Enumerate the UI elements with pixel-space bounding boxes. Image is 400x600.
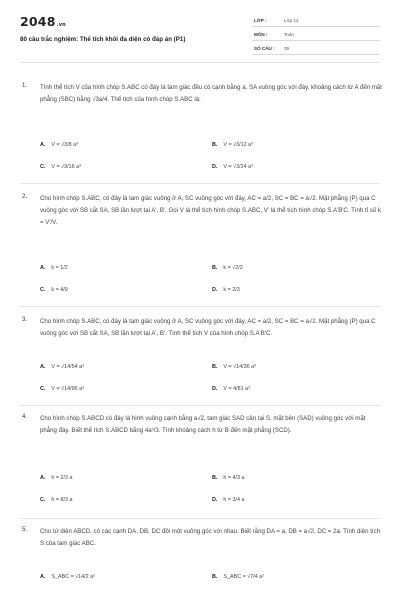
meta-label: LỚP : xyxy=(254,18,267,23)
option-b[interactable] xyxy=(212,475,245,481)
meta-value: 39 xyxy=(284,46,290,51)
question-number: 3. xyxy=(22,316,28,323)
meta-label: SỐ CÂU : xyxy=(254,46,275,51)
option-c[interactable] xyxy=(40,287,68,293)
option-c[interactable] xyxy=(40,497,73,503)
question-divider xyxy=(20,405,380,406)
question-text: Cho hình chóp S.ABCD có đáy là hình vuông cạnh bằng a√2, tam giác SAD cân tại S, mặt bên (SAD) vuông góc với mặt phẳng đáy. Biết thể tích S.ABCD bằng 4a³/3. Tính khoảng cách h từ B đến mặt phẳng (SCD). xyxy=(40,415,366,434)
option-a[interactable] xyxy=(40,364,84,370)
option-a[interactable] xyxy=(40,574,95,580)
option-text: V = √14/36 a³ xyxy=(223,364,256,370)
logo-domain: .vn xyxy=(56,22,66,28)
document-title: 80 câu trắc nghiệm: Thể tích khối đa diện có đáp án (P1) xyxy=(20,36,186,43)
option-letter: B. xyxy=(212,475,218,481)
option-a[interactable] xyxy=(40,475,73,481)
option-text: V = 4/81 a³ xyxy=(223,386,250,392)
option-text: h = 4/3 a xyxy=(223,475,245,481)
option-c[interactable] xyxy=(40,164,81,170)
option-text: V = √3/16 a³ xyxy=(51,164,81,170)
option-text: V = √14/96 a³ xyxy=(51,386,84,392)
option-letter: A. xyxy=(40,364,46,370)
option-letter: C. xyxy=(40,164,46,170)
option-text: V = √3/24 a³ xyxy=(223,164,253,170)
meta-label: MÔN : xyxy=(254,32,268,37)
option-text: S_ABC = √7/4 a² xyxy=(223,574,264,580)
option-text: S_ABC = √14/2 a² xyxy=(51,574,95,580)
option-letter: B. xyxy=(212,265,218,271)
header-divider xyxy=(20,62,380,63)
question-number: 5. xyxy=(22,526,28,533)
option-text: h = 3/4 a xyxy=(223,497,245,503)
question-text: Cho hình chóp S.ABC, có đáy là tam giác vuông ở A, SC vuông góc với đáy, AC = a/2, SC = BC = a√2. Mặt phẳng (P) qua C vuông góc với SB cắt SA, SB lần lượt tại A', B'. Gọi V là thể tích hình chóp S.ABC, V' là thể tích hình chóp S.A'B'C. Tính tỉ số k = V'/V. xyxy=(40,195,381,226)
option-text: k = 1/2 xyxy=(51,265,68,271)
question-text: Cho hình chóp S.ABC, có đáy là tam giác vuông ở A, SC vuông góc với đáy, AC = a/2, SC = BC = a√2. Mặt phẳng (P) qua C vuông góc với SB cắt SA, SB lần lượt tại A', B'. Tính thể tích V của hình chóp S.A'B'C. xyxy=(40,318,376,337)
question-number: 2. xyxy=(22,193,28,200)
question-divider xyxy=(20,518,380,519)
option-letter: B. xyxy=(212,574,218,580)
option-d[interactable] xyxy=(212,164,253,170)
option-letter: D. xyxy=(212,497,218,503)
option-letter: A. xyxy=(40,142,46,148)
meta-row-class xyxy=(252,17,380,27)
option-d[interactable] xyxy=(212,497,245,503)
option-a[interactable] xyxy=(40,142,78,148)
meta-row-subject xyxy=(252,31,380,41)
question-divider xyxy=(20,183,380,184)
question-number: 4. xyxy=(22,413,28,420)
option-letter: A. xyxy=(40,574,46,580)
question-text: Tính thể tích V của hình chóp S.ABC có đáy là tam giác đều có cạnh bằng a, SA vuông góc với đáy, khoảng cách từ A đến mặt phẳng (SBC) bằng √3a/4. Thể tích của hình chóp S.ABC là: xyxy=(40,84,382,103)
option-letter: A. xyxy=(40,475,46,481)
option-c[interactable] xyxy=(40,386,84,392)
option-b[interactable] xyxy=(212,574,264,580)
option-letter: D. xyxy=(212,164,218,170)
option-letter: C. xyxy=(40,497,46,503)
option-letter: B. xyxy=(212,142,218,148)
logo-text: 2048 xyxy=(20,14,56,29)
question-divider xyxy=(20,306,380,307)
option-b[interactable] xyxy=(212,142,253,148)
option-text: V = √3/8 a³ xyxy=(51,142,78,148)
option-text: V = √3/12 a³ xyxy=(223,142,253,148)
option-letter: C. xyxy=(40,287,46,293)
option-text: h = 2/3 a xyxy=(51,475,73,481)
question-text: Cho tứ diện ABCD, có các cạnh DA, DB, DC đôi một vuông góc với nhau. Biết rằng DA = a, DB = a√2, DC = 2a. Tính diện tích S của tam giác ABC. xyxy=(40,528,381,547)
option-letter: D. xyxy=(212,386,218,392)
option-letter: A. xyxy=(40,265,46,271)
option-letter: C. xyxy=(40,386,46,392)
option-b[interactable] xyxy=(212,265,243,271)
meta-value: Lớp 12 xyxy=(284,18,299,23)
option-b[interactable] xyxy=(212,364,256,370)
option-d[interactable] xyxy=(212,287,240,293)
option-letter: D. xyxy=(212,287,218,293)
option-text: k = 4/9 xyxy=(51,287,68,293)
option-letter: B. xyxy=(212,364,218,370)
option-a[interactable] xyxy=(40,265,68,271)
site-logo[interactable] xyxy=(20,14,66,29)
option-text: k = 2/3 xyxy=(223,287,240,293)
question-number: 1. xyxy=(22,82,28,89)
page-header xyxy=(0,0,400,78)
option-text: h = 8/3 a xyxy=(51,497,73,503)
option-text: V = √14/54 a³ xyxy=(51,364,84,370)
meta-value: Toán xyxy=(284,32,294,37)
meta-row-count xyxy=(252,45,380,55)
option-text: k = √2/2 xyxy=(223,265,243,271)
option-d[interactable] xyxy=(212,386,250,392)
